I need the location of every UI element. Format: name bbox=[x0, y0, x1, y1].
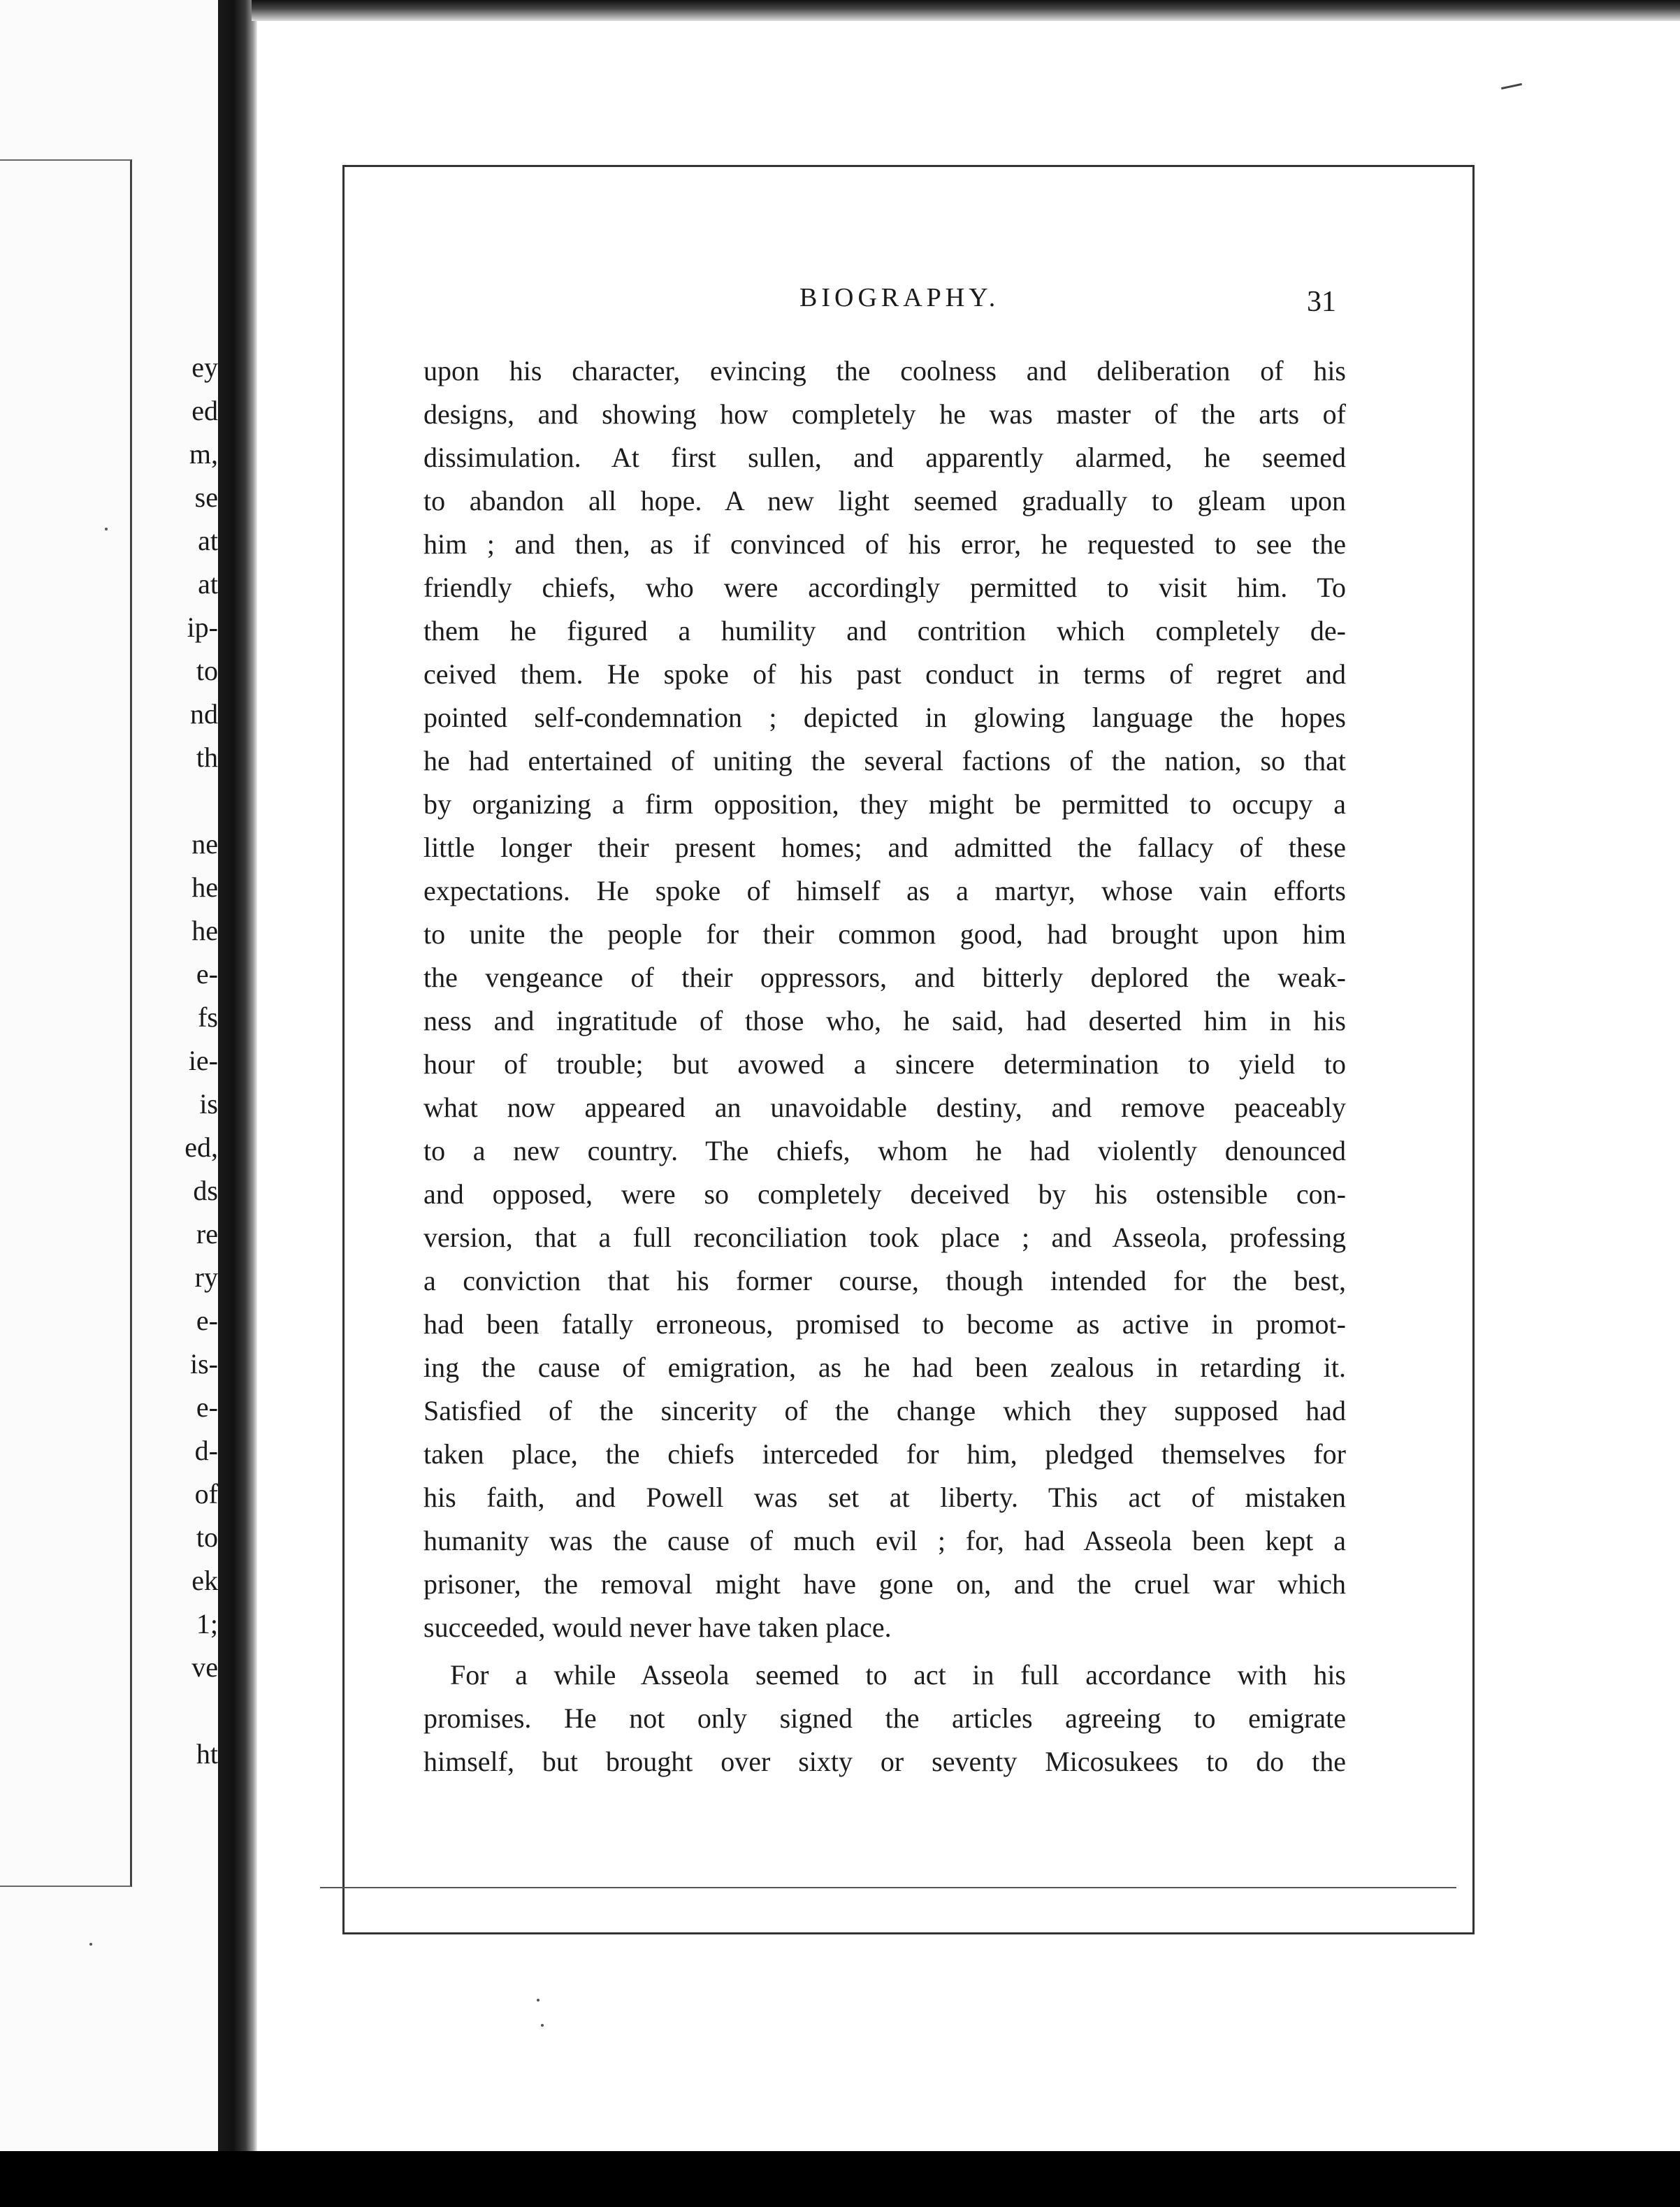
left-page-fragment: re bbox=[196, 1218, 218, 1250]
dust-speck bbox=[89, 1943, 92, 1946]
left-page-fragment: ry bbox=[194, 1261, 218, 1293]
text-line: hour of trouble; but avowed a sincere determination to yield to bbox=[423, 1048, 1346, 1080]
left-page-fragment bbox=[92, 779, 218, 823]
left-page-fragment: 1; bbox=[196, 1608, 218, 1640]
text-line: dissimulation. At first sullen, and apparently alarmed, he seemed bbox=[423, 442, 1346, 473]
text-line: to abandon all hope. A new light seemed gradually to gleam upon bbox=[423, 485, 1346, 516]
text-line: upon his character, evincing the coolness and deliberation of his bbox=[423, 355, 1346, 386]
left-page-fragment: nd bbox=[190, 698, 218, 730]
left-page-fragment: d- bbox=[194, 1435, 218, 1466]
text-line: had been fatally erroneous, promised to become as active in promot- bbox=[423, 1308, 1346, 1340]
left-page-fragment: ne bbox=[191, 828, 218, 860]
page-bottom-rule bbox=[320, 1887, 1456, 1888]
text-line: prisoner, the removal might have gone on, and the cruel war which bbox=[423, 1568, 1346, 1600]
text-line: ness and ingratitude of those who, he said, had deserted him in his bbox=[423, 1005, 1346, 1036]
text-line: expectations. He spoke of himself as a martyr, whose vain efforts bbox=[423, 875, 1346, 906]
text-line: ceived them. He spoke of his past conduct in terms of regret and bbox=[423, 658, 1346, 690]
dust-speck bbox=[541, 2024, 544, 2027]
left-page-fragment: he bbox=[191, 871, 218, 903]
left-page-fragment: ve bbox=[191, 1651, 218, 1683]
text-line: pointed self-condemnation ; depicted in glowing language the hopes bbox=[423, 702, 1346, 733]
left-page-fragment: se bbox=[194, 482, 218, 513]
text-line: by organizing a firm opposition, they might be permitted to occupy a bbox=[423, 788, 1346, 820]
text-line: he had entertained of uniting the several factions of the nation, so that bbox=[423, 745, 1346, 776]
text-line: succeeded, would never have taken place. bbox=[423, 1612, 892, 1643]
left-page-fragment: to bbox=[196, 655, 218, 686]
text-line: taken place, the chiefs interceded for him, pledged themselves for bbox=[423, 1438, 1346, 1470]
text-line: For a while Asseola seemed to act in full accordance with his bbox=[450, 1659, 1346, 1691]
page-number: 31 bbox=[1307, 286, 1336, 318]
text-line: himself, but brought over sixty or seventy Micosukees to do the bbox=[423, 1746, 1346, 1777]
left-page-fragment: ed bbox=[191, 395, 218, 426]
text-line: and opposed, were so completely deceived by his ostensible con- bbox=[423, 1178, 1346, 1210]
left-page-fragment: at bbox=[198, 568, 218, 600]
text-line: to unite the people for their common good, had brought upon him bbox=[423, 918, 1346, 950]
text-line: what now appeared an unavoidable destiny, and remove peaceably bbox=[423, 1092, 1346, 1123]
text-line: his faith, and Powell was set at liberty. This act of mistaken bbox=[423, 1482, 1346, 1513]
left-page-fragment: is bbox=[199, 1088, 218, 1120]
left-page-fragment: ey bbox=[191, 352, 218, 383]
dust-speck bbox=[105, 528, 108, 530]
text-line: a conviction that his former course, though intended for the best, bbox=[423, 1265, 1346, 1296]
body-text bbox=[423, 349, 1346, 1783]
left-page-fragment: ie- bbox=[188, 1045, 218, 1076]
left-page-fragment bbox=[92, 1689, 218, 1732]
left-page-fragment: is- bbox=[190, 1348, 218, 1380]
left-page-fragment: fs bbox=[198, 1001, 218, 1033]
left-page-fragment: e- bbox=[196, 958, 218, 990]
text-line: designs, and showing how completely he was master of the arts of bbox=[423, 398, 1346, 430]
dust-speck bbox=[537, 1999, 540, 2002]
text-line: humanity was the cause of much evil ; for, had Asseola been kept a bbox=[423, 1525, 1346, 1556]
left-page-fragment: e- bbox=[196, 1391, 218, 1423]
text-line: little longer their present homes; and admitted the fallacy of these bbox=[423, 832, 1346, 863]
left-page-fragment: e- bbox=[196, 1305, 218, 1336]
page-top-edge-shadow bbox=[252, 0, 1680, 21]
text-line: version, that a full reconciliation took place ; and Asseola, professing bbox=[423, 1222, 1346, 1253]
left-page-fragment: ds bbox=[193, 1175, 218, 1206]
running-header-title: BIOGRAPHY. bbox=[799, 283, 1000, 312]
left-page-fragment: ed, bbox=[184, 1131, 218, 1163]
left-page-fragment: ek bbox=[191, 1565, 218, 1596]
text-line: them he figured a humility and contrition which completely de- bbox=[423, 615, 1346, 646]
book-spine-shadow bbox=[218, 0, 257, 2151]
text-line: ing the cause of emigration, as he had been zealous in retarding it. bbox=[423, 1352, 1346, 1383]
text-line: to a new country. The chiefs, whom he had violently denounced bbox=[423, 1135, 1346, 1166]
text-line: him ; and then, as if convinced of his error, he requested to see the bbox=[423, 528, 1346, 560]
left-facing-page bbox=[0, 0, 218, 2151]
left-page-fragment: ht bbox=[196, 1738, 218, 1770]
left-page-fragment: m, bbox=[189, 438, 218, 470]
left-page-fragment: th bbox=[196, 741, 218, 773]
left-page-text-fragments bbox=[92, 346, 218, 1776]
text-line: friendly chiefs, who were accordingly permitted to visit him. To bbox=[423, 572, 1346, 603]
text-line: Satisfied of the sincerity of the change which they supposed had bbox=[423, 1395, 1346, 1426]
left-page-fragment: he bbox=[191, 915, 218, 946]
text-line: the vengeance of their oppressors, and bitterly deplored the weak- bbox=[423, 962, 1346, 993]
left-page-fragment: to bbox=[196, 1521, 218, 1553]
left-page-fragment: ip- bbox=[187, 612, 218, 643]
left-page-fragment: of bbox=[194, 1478, 218, 1510]
left-page-fragment: at bbox=[198, 525, 218, 556]
text-line: promises. He not only signed the articles agreeing to emigrate bbox=[423, 1702, 1346, 1734]
